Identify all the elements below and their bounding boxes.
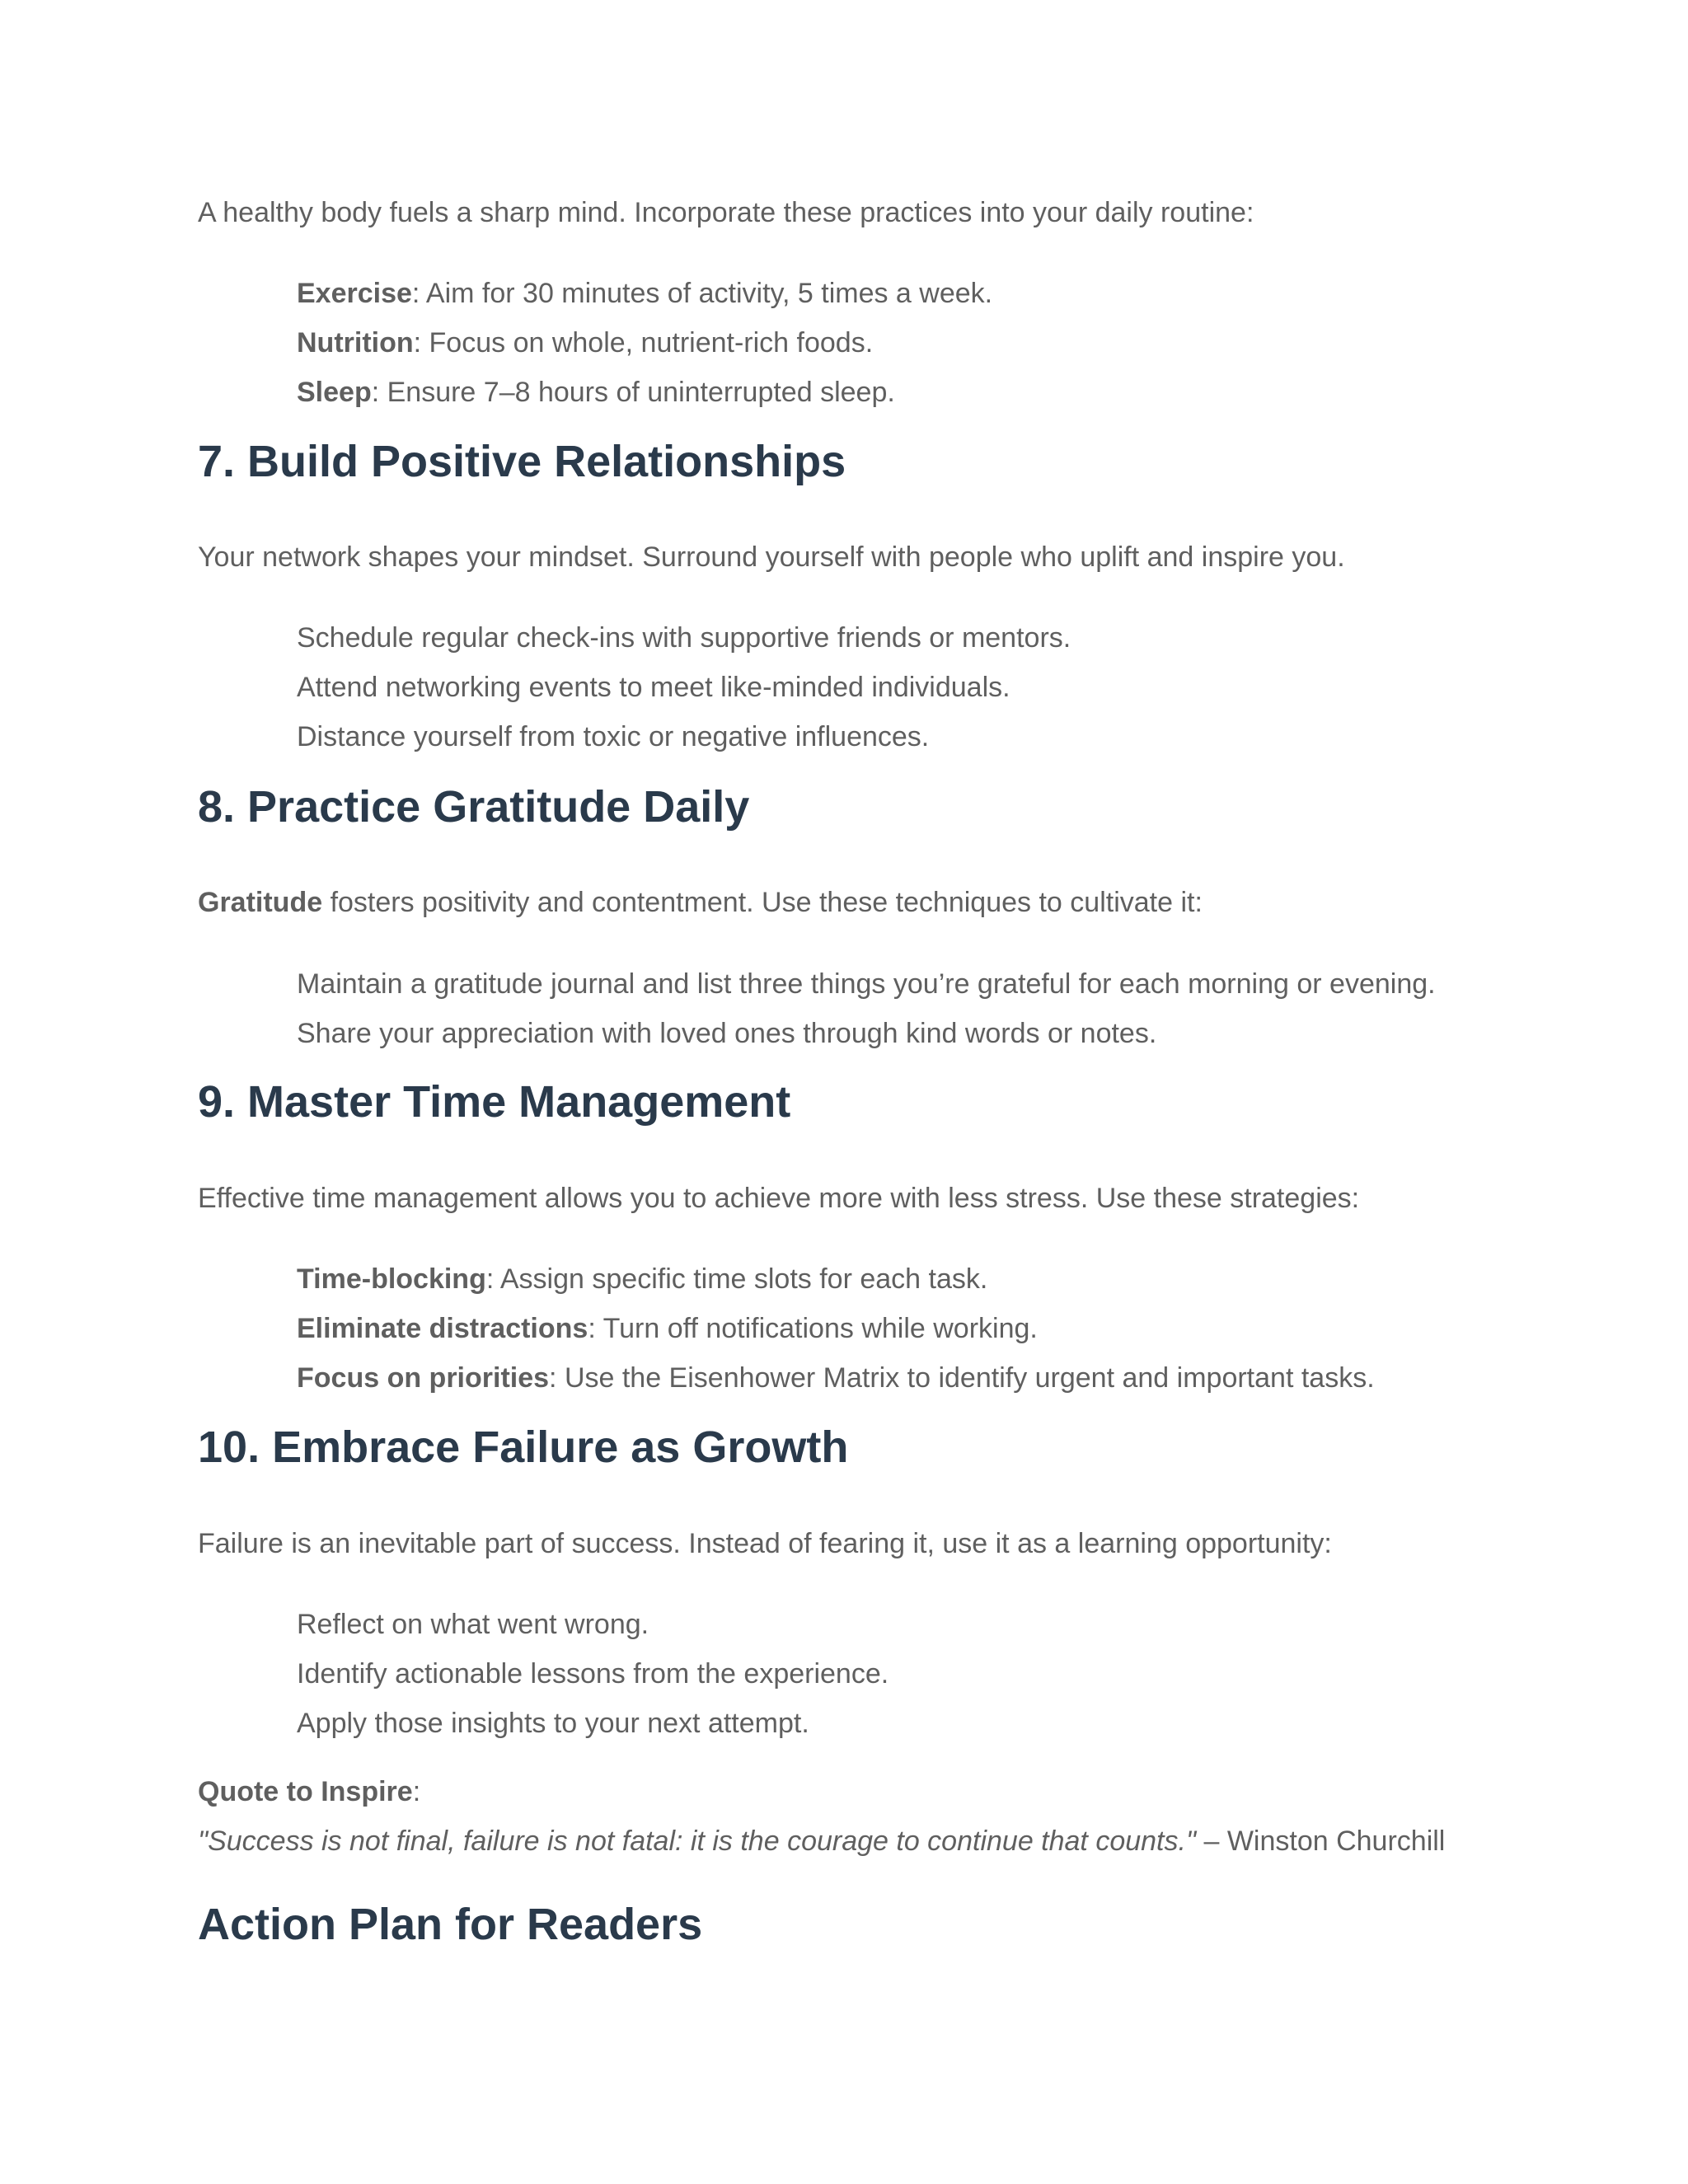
quote-label [198,1772,1564,1811]
list-item: Schedule regular check-ins with supportive friends or mentors. [297,622,1071,654]
list-item-text: : Aim for 30 minutes of activity, 5 times a week. [411,278,993,309]
list-item-term: Sleep [297,377,372,408]
list-item-term: Exercise [297,278,412,309]
list-item-term: Focus on priorities [297,1362,550,1394]
list-item [297,269,1564,318]
section-8-text: fosters positivity and contentment. Use these techniques to cultivate it: [322,887,1203,918]
section-10-heading: 10. Embrace Failure as Growth [198,1422,849,1472]
quote-label-text: Quote to Inspire [198,1776,413,1807]
list-item [297,368,1564,417]
list-item-term: Time-blocking [297,1263,486,1295]
section-9-list [297,1254,1564,1403]
section-7-list [297,613,1564,762]
list-item-term: Eliminate distractions [297,1313,588,1344]
list-item-term: Nutrition [297,327,414,359]
section-9-heading: 9. Master Time Management [198,1077,791,1127]
section-7-heading: 7. Build Positive Relationships [198,437,846,486]
list-item [297,318,1564,368]
list-item: Reflect on what went wrong. [297,1609,649,1640]
health-practices-list [297,269,1564,417]
list-item [297,1304,1564,1353]
list-item [297,1353,1564,1403]
section-9-paragraph: Effective time management allows you to achieve more with less stress. Use these strategies: [198,1183,1360,1214]
list-item: Distance yourself from toxic or negative influences. [297,721,930,752]
action-plan-heading: Action Plan for Readers [198,1900,703,1949]
list-item-text: : Ensure 7–8 hours of uninterrupted sleep. [371,377,895,408]
section-7-paragraph: Your network shapes your mindset. Surround yourself with people who uplift and inspire you. [198,541,1345,573]
list-item: Share your appreciation with loved ones through kind words or notes. [297,1018,1157,1049]
list-item-text: : Use the Eisenhower Matrix to identify urgent and important tasks. [549,1362,1375,1394]
list-item-text: : Turn off notifications while working. [588,1313,1038,1344]
section-8-heading: 8. Practice Gratitude Daily [198,782,750,832]
quote-line [198,1821,1564,1861]
section-8-paragraph [198,883,1564,922]
list-item: Apply those insights to your next attempt. [297,1708,809,1739]
section-10-list [297,1600,1564,1748]
section-10-paragraph: Failure is an inevitable part of success. Instead of fearing it, use it as a learning opportunity: [198,1528,1332,1559]
list-item: Attend networking events to meet like-minded individuals. [297,672,1010,703]
list-item: Identify actionable lessons from the experience. [297,1658,889,1690]
quote-author: – Winston Churchill [1196,1825,1446,1857]
quote-text: "Success is not final, failure is not fatal: it is the courage to continue that counts." [198,1825,1197,1857]
list-item-text: : Focus on whole, nutrient-rich foods. [413,327,874,359]
list-item-text: : Assign specific time slots for each task. [485,1263,988,1295]
list-item [297,1254,1564,1304]
section-8-bold-term: Gratitude [198,887,323,918]
list-item: Maintain a gratitude journal and list three things you’re grateful for each morning or evening. [297,968,1436,1000]
intro-paragraph: A healthy body fuels a sharp mind. Incorporate these practices into your daily routine: [198,197,1254,228]
section-8-list [297,959,1564,1058]
quote-label-colon: : [412,1776,421,1807]
